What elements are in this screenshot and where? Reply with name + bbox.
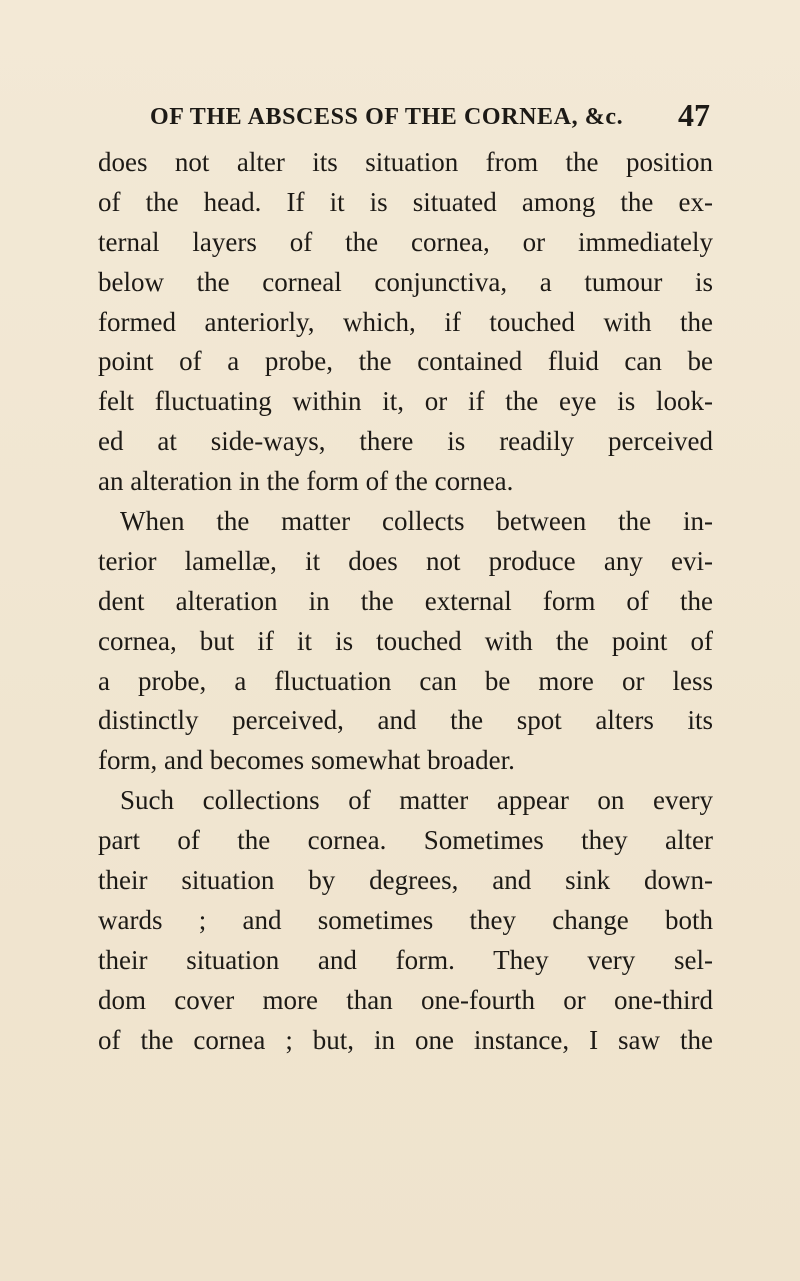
text-line: of the head. If it is situated among the ex- bbox=[98, 186, 713, 217]
text-line: ternal layers of the cornea, or immediately bbox=[98, 226, 713, 257]
text-line: dom cover more than one-fourth or one-third bbox=[98, 984, 713, 1015]
text-line: part of the cornea. Sometimes they alter bbox=[98, 825, 713, 856]
running-title: OF THE ABSCESS OF THE CORNEA, &c. bbox=[150, 104, 624, 130]
text-line: their situation by degrees, and sink down- bbox=[98, 865, 713, 896]
running-head bbox=[150, 97, 710, 137]
text-line: ed at side-ways, there is readily perceived bbox=[98, 426, 713, 457]
text-line: Such collections of matter appear on every bbox=[120, 785, 713, 816]
text-line: an alteration in the form of the cornea. bbox=[98, 466, 514, 497]
text-line: their situation and form. They very sel- bbox=[98, 944, 713, 975]
text-line: formed anteriorly, which, if touched with the bbox=[98, 306, 713, 337]
text-line: point of a probe, the contained fluid can be bbox=[98, 346, 713, 377]
text-line: of the cornea ; but, in one instance, I saw the bbox=[98, 1024, 713, 1055]
text-line: When the matter collects between the in- bbox=[120, 506, 713, 537]
text-line: distinctly perceived, and the spot alters its bbox=[98, 705, 713, 736]
text-line: dent alteration in the external form of the bbox=[98, 585, 713, 616]
page-number: 47 bbox=[678, 97, 710, 133]
text-line: a probe, a fluctuation can be more or less bbox=[98, 665, 713, 696]
text-line: wards ; and sometimes they change both bbox=[98, 904, 713, 935]
text-line: terior lamellæ, it does not produce any evi- bbox=[98, 545, 713, 576]
body-text bbox=[98, 143, 713, 1060]
text-line: cornea, but if it is touched with the point of bbox=[98, 625, 713, 656]
text-line: felt fluctuating within it, or if the eye is look- bbox=[98, 386, 713, 417]
text-line: below the corneal conjunctiva, a tumour is bbox=[98, 266, 713, 297]
text-line: form, and becomes somewhat broader. bbox=[98, 745, 515, 776]
text-line: does not alter its situation from the position bbox=[98, 147, 713, 177]
